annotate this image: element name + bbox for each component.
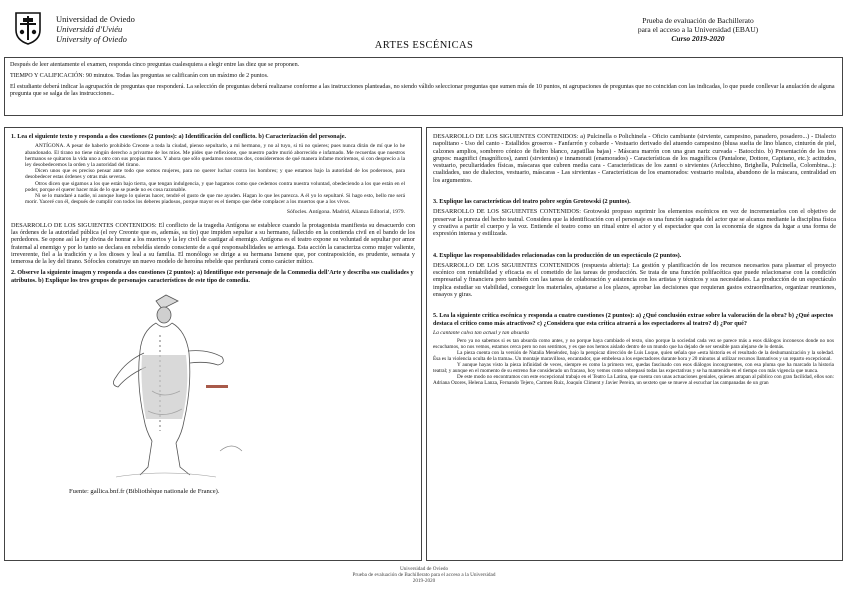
exam-info-line: Prueba de evaluación de Bachillerato	[642, 16, 754, 25]
question-2-answer: DESARROLLO DE LOS SIGUIENTES CONTENIDOS: a) Pulcinella o Polichinela - Oficio cambiante (sirviente, campesino, panadero, posadero...) - Dialecto napolitano - Uso del canto - Estallidos groseros - Fanfarrón y cobarde - Vestuario derivado del atuendo campesino (blusa suelta de lino blanco, cinturón de piel, calzones amplios, sombrero cónico de fieltro blanco, zapatillas bajas) - Máscara marrón con una gran nariz curvada - Batocchio. b) Presentación de los tres grupos: magnifici (magníficos), zanni (sirvientes) e innamorati (enamorados) - Características de los magníficos (Pantalone, Dottore, Capitano, etc.): actitudes, vestuario, peculiaridades físicas, máscaras que cubren media cara - Características de los zanni o sirvientes (Arlecchino, Brighella, Pulcinella, Colombina...): cualidades, uso de dialectos, vestuario, máscaras - Las sirvientas - Características de los enamorados: vestuario realista, abandono de la máscara, centralidad en los argumentos.	[433, 133, 836, 184]
quote-paragraph: ANTÍGONA. A pesar de haberlo prohibido Creonte a toda la ciudad, pienso sepultarlo, a mi hermano, y no al tuyo, si tú no quieres; pues nunca dirán de mí que lo he abandonado. El tirano no tiene ningún derecho a privarme de los míos. Me pides que reflexione, que nuestro padre murió aborrecido e infamado. Me recuerdas que nuestros hermanos se quitaron la vida uno a otro con sus propias manos. Y ahora que sólo quedamos nosotras dos, consideremos de qué manera infame moriremos, si con desprecio a la ley desobedecemos la orden y la autoridad del tirano.	[25, 143, 405, 168]
question-4-answer: DESARROLLO DE LOS SIGUIENTES CONTENIDOS (respuesta abierta): La gestión y planificación de los recursos necesarios para plasmar el proyecto escénico con rentabilidad y eficacia es el cometido de las tareas de producción. Se trata de una función polifacética que puede relacionarse con la condición empresarial y financiera pero también con las tareas de colaboración y asistencia con los artistas y técnicos y sus necesidades. La producción de un espectáculo implica estudiar su viabilidad, conseguir los materiales, ajustarse a los plazos, aprobar las decisiones que requieran gastos extraordinarios, organizar reuniones, ensayos y giras.	[433, 261, 836, 299]
footer-line: 2019-2020	[412, 578, 436, 584]
question-2-title: 2. Observe la siguiente imagen y responda a dos cuestiones (2 puntos): a) Identifique este personaje de la Commedia dell'Arte y describa sus cualidades y atributos. b) Explique los tres grupos de personajes característicos de este tipo de comedia.	[11, 269, 414, 284]
left-column	[4, 127, 422, 561]
instructions-box	[4, 57, 843, 116]
question-3-answer: DESARROLLO DE LOS SIGUIENTES CONTENIDOS: Grotowski propuso suprimir los elementos escénicos en vez de incrementarlos con el objetivo de preservar la pureza del hecho teatral. Considera que la identificación con el personaje es una función sagrada del actor que se alcanza mediante la disciplina física y creativa a partir el cuerpo y la voz. Entiende el teatro como un ritual entre el actor y el espectador que con la economía de signos da lugar a una forma de expresión intensa y estilizada.	[433, 208, 836, 238]
quote-source: Sófocles. Antígona. Madrid, Alianza Editorial, 1979.	[286, 209, 405, 216]
review-paragraph: De este modo no encontramos con este excepcional trabajo en el Teatro La Latina, que cuenta con unas actuaciones geniales, quienes atrapan al público con gran facilidad, ellos son: Adriana Ozores, Helena Lanza, Fernando Tejero, Carmen Ruiz, Joaquín Climent y Javier Pereira, un sexteto que se mueve al escuchar las campanadas de un gran	[433, 373, 834, 386]
university-name-en: University of Oviedo	[56, 34, 127, 44]
exam-title: ARTES ESCÉNICAS	[374, 40, 474, 51]
university-name-ast: Universidá d'Uviéu	[56, 24, 123, 34]
quote-paragraph: Ni se lo mandaré a nadie, ni aunque luego lo quieras hacer, tendré el gusto de que me ayuden. Hagan lo que les parezca. A él yo lo sepultaré. Si hago esto, bello me será morir. Yaceré con él, después de cumplir con todos los deberes piadosos, porque mayor es el tiempo que debe complacer a los muertos que a los vivos.	[25, 192, 405, 206]
instruction-line: TIEMPO Y CALIFICACIÓN: 90 minutos. Todas las preguntas se calificarán con un máximo de 2 puntos.	[10, 72, 269, 79]
question-1-answer: DESARROLLO DE LOS SIGUIENTES CONTENIDOS: El conflicto de la tragedia Antígona se establece cuando la protagonista manifiesta su desacuerdo con las órdenes de la autoridad pública (el rey Creonte que es, además, su tío) que impiden sepultar a su hermano, fallecido en la contienda civil en el bando de los perdedores. Se opone así la ley divina de honrar a los muertos y la ley civil de castigar al enemigo. Antígona es el teatro expone su voluntad de sepultar por amor fraternal al enemigo y por lo tanto se declara en rebeldía siendo consciente de a qué responsabilidades se arriesga. Esta acción la caracteriza como mujer valiente, irreverente, fiel a la tradición y a los dioses y leal a su familia. El monólogo se dirige a su hermana Ismene que, por contraposición, es prudente, sensata y temerosa de la ley del tirano. Sófocles construye un nuevo modelo de heroína rebelde que perdurará como carácter mítico.	[11, 221, 415, 266]
quote-paragraph: Otros dicen que sigamos a los que están bajo tierra, que tengan indulgencia, y que hagamos como que cedemos contra nuestra voluntad, obedeciendo a los que están en el poder, porque el querer hacer más de lo que se puede no es cosa razonable.	[25, 180, 405, 193]
review-title: La cantante calva tan actual y tan absurda	[433, 329, 529, 336]
instruction-line: El estudiante deberá indicar la agrupación de preguntas que responderá. La selección de preguntas deberá realizarse conforme a las instrucciones planteadas, no siendo válido seleccionar preguntas que sumen más de 10 puntos, ni agrupaciones de preguntas que no coincidan con las indicadas, lo que puede conllevar la anulación de alguna pregunta que se salga de las instrucciones..	[10, 83, 835, 98]
image-caption: Fuente: gallica.bnf.fr (Bibliothèque nationale de France).	[69, 488, 220, 496]
exam-course: Curso 2019-2020	[671, 34, 725, 43]
pulcinella-illustration	[56, 291, 271, 484]
footer-line: Prueba de evaluación de Bachillerato para el acceso a la Universidad	[352, 572, 496, 578]
question-3-title: 3. Explique las características del teatro pobre según Grotowski (2 puntos).	[433, 198, 631, 206]
footer-line: Universidad de Oviedo	[399, 566, 449, 572]
quote-paragraph: Dicen unos que es preciso pensar ante todo que somos mujeres, para no querer luchar contra los hombres; y que estamos bajo la autoridad de los poderosos, para desobedecer estas órdenes y otras más severas.	[25, 168, 405, 181]
university-name-es: Universidad de Oviedo	[56, 14, 135, 24]
instruction-line: Después de leer atentamente el examen, responda cinco preguntas cualesquiera a elegir entre las diez que se proponen.	[10, 62, 300, 68]
review-paragraph: Pero ya no sabemos si es tan absurda como antes, y no porque haya cambiado el texto, sino porque la sociedad cada vez se parece más a esos diálogos inconexos donde no nos escuchamos, no nos vemos, estamos cerca pero no nos sentimos, y es que nos hemos aislado dentro de un mundo que ha dejado de ser sensible para alejarse de lo demás.	[433, 337, 834, 350]
right-column	[426, 127, 843, 561]
question-4-title: 4. Explique las responsabilidades relacionadas con la producción de un espectáculo (2 puntos).	[433, 251, 682, 259]
review-paragraph: La pieza cuenta con la versión de Natalia Menéndez, bajo la perspicaz dirección de Luis Luque, quien señala que «esta historia es el resultado de la deshumanización y la soledad. Ésa es la violencia oculta de la trama». Un montaje maravilloso, encantador, que embelesa a los espectadores durante hora y 20 minutos al utilizar recursos llamativos y un reparto excepcional.	[433, 349, 834, 362]
exam-info-line: para el acceso a la Universidad (EBAU)	[637, 25, 759, 34]
page-footer	[0, 566, 848, 584]
question-1-title: 1. Lea el siguiente texto y responda a dos cuestiones (2 puntos): a) Identificación del conflicto. b) Caracterización del personaje.	[11, 133, 347, 140]
exam-info-block	[593, 16, 803, 43]
review-paragraph: Y aunque hayas visto la pieza infinidad de veces, siempre es como la primera vez, quedas fascinado con esos diálogos incongruentes, con esa pluma que ha marcado la historia teatral; y aunque en el momento de su estreno fue considerado un fracaso, hoy vemos como sobrepasó todas las expectativas y se ha mantenido en el tiempo con más vigencia que nunca.	[433, 361, 834, 374]
question-5-title: 5. Lea la siguiente crítica escénica y responda a cuatro cuestiones (2 puntos): a) ¿Qué conclusión extrae sobre la valoración de la obra? b) ¿Qué aspectos destaca el crítico como más atractivos? c) ¿Considera que esta crítica atraerá a los espectadores al teatro? d) ¿Por qué?	[433, 312, 834, 327]
theatre-review	[433, 330, 834, 386]
antigona-quote	[25, 143, 405, 205]
